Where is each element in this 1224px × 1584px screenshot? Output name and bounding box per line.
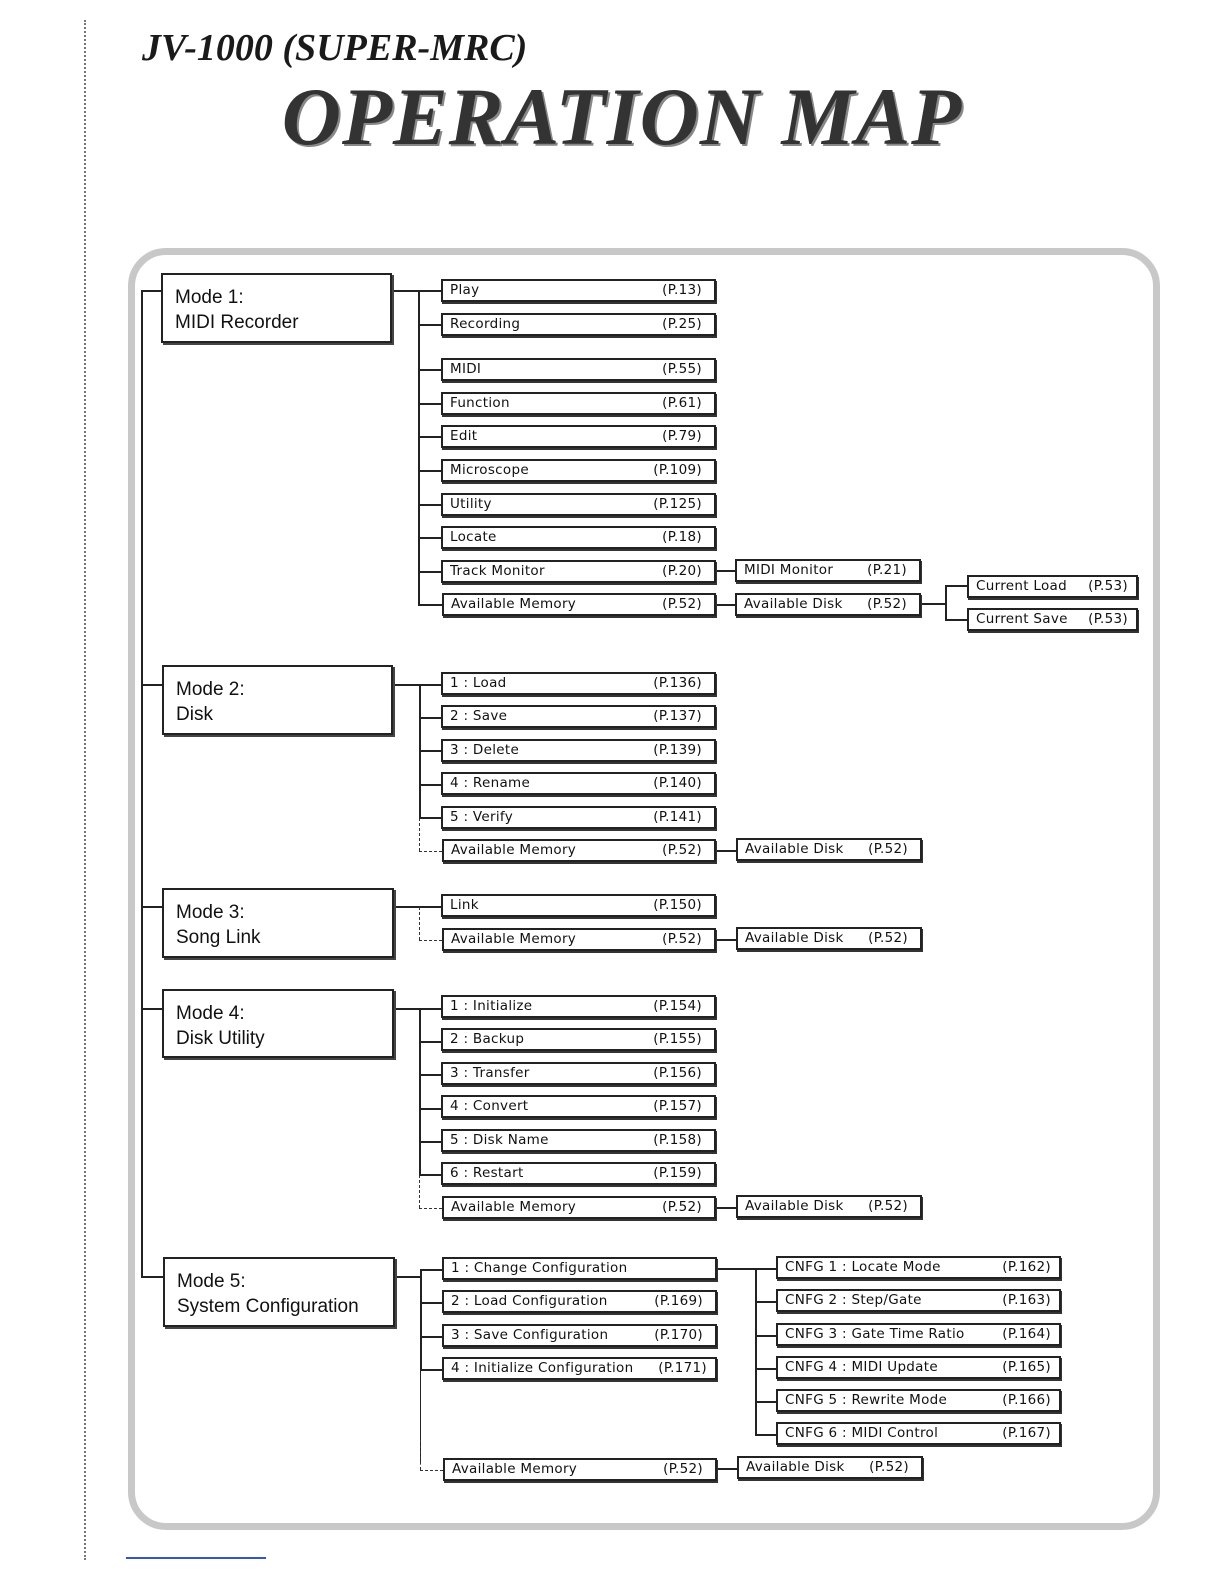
connector [418, 436, 442, 438]
item-label: Function [450, 395, 510, 411]
item-label: 2 : Backup [450, 1031, 525, 1047]
item-page: (P.18) [662, 529, 702, 545]
connector [755, 1401, 777, 1403]
menu-item [442, 839, 716, 862]
mode-5-desc: System Configuration [177, 1296, 359, 1317]
mode-4-box [162, 989, 394, 1058]
connector [418, 604, 442, 606]
mode-2-name: Mode 2: [176, 679, 245, 700]
mode-1-name: Mode 1: [175, 287, 244, 308]
connector [920, 603, 946, 605]
item-label: CNFG 5 : Rewrite Mode [785, 1392, 948, 1408]
item-label: 3 : Transfer [450, 1065, 530, 1081]
connector [419, 1141, 442, 1143]
item-label: Edit [450, 428, 478, 444]
mode-1-box [161, 273, 392, 343]
item-page: (P.169) [654, 1293, 703, 1309]
menu-item [441, 1162, 716, 1185]
item-label: Play [450, 282, 480, 298]
item-page: (P.166) [1002, 1392, 1051, 1408]
menu-item [441, 1129, 716, 1152]
item-page: (P.52) [868, 1198, 908, 1214]
item-page: (P.52) [868, 930, 908, 946]
item-page: (P.163) [1002, 1292, 1051, 1308]
item-page: (P.52) [662, 596, 702, 612]
item-label: MIDI [450, 361, 482, 377]
item-page: (P.157) [653, 1098, 702, 1114]
mode-3-desc: Song Link [176, 927, 261, 948]
menu-item [441, 358, 716, 381]
connector [755, 1268, 777, 1270]
menu-item [441, 493, 716, 516]
dashed-connector [420, 1440, 421, 1470]
config-item [776, 1323, 1061, 1346]
connector [716, 1268, 756, 1270]
menu-item [442, 1324, 717, 1347]
item-label: CNFG 3 : Gate Time Ratio [785, 1326, 965, 1342]
connector [419, 1074, 442, 1076]
item-page: (P.140) [653, 775, 702, 791]
menu-item [441, 313, 716, 336]
connector [419, 750, 442, 752]
sub-sub-item [967, 608, 1138, 631]
item-label: CNFG 6 : MIDI Control [785, 1425, 939, 1441]
item-page: (P.159) [653, 1165, 702, 1181]
item-page: (P.52) [662, 842, 702, 858]
connector [418, 369, 442, 371]
item-label: Link [450, 897, 479, 913]
item-label: Microscope [450, 462, 529, 478]
item-page: (P.171) [658, 1360, 707, 1376]
mode-4-desc: Disk Utility [176, 1028, 265, 1049]
sub-item [736, 838, 922, 861]
item-label: Available Disk [745, 930, 844, 946]
connector [715, 939, 737, 941]
menu-item [442, 928, 716, 951]
item-page: (P.164) [1002, 1326, 1051, 1342]
mode-4-name: Mode 4: [176, 1003, 245, 1024]
left-margin-dots [84, 20, 86, 1560]
connector [755, 1434, 777, 1436]
item-label: Available Disk [744, 596, 843, 612]
connector [392, 906, 442, 908]
item-label: 2 : Load Configuration [451, 1293, 608, 1309]
connector [141, 684, 163, 686]
item-page: (P.13) [662, 282, 702, 298]
menu-item [441, 560, 716, 583]
connector [391, 290, 419, 292]
connector [141, 290, 143, 1278]
item-page: (P.52) [868, 841, 908, 857]
item-page: (P.52) [869, 1459, 909, 1475]
connector [420, 1336, 443, 1338]
menu-item [441, 1028, 716, 1051]
item-page: (P.125) [653, 496, 702, 512]
menu-item [441, 1062, 716, 1085]
connector [755, 1368, 777, 1370]
menu-item [441, 392, 716, 415]
menu-item [441, 739, 716, 762]
menu-item [441, 526, 716, 549]
connector [141, 1276, 163, 1278]
connector [393, 1276, 421, 1278]
connector [418, 571, 442, 573]
connector [420, 1302, 443, 1304]
item-page: (P.52) [867, 596, 907, 612]
connector [716, 1468, 738, 1470]
item-label: 1 : Change Configuration [451, 1260, 628, 1276]
menu-item [441, 425, 716, 448]
menu-item [443, 1458, 717, 1481]
connector [419, 1008, 421, 1176]
item-page: (P.155) [653, 1031, 702, 1047]
item-label: Locate [450, 529, 497, 545]
item-page: (P.141) [653, 809, 702, 825]
config-item [776, 1389, 1061, 1412]
connector [418, 470, 442, 472]
connector [418, 403, 442, 405]
connector [755, 1268, 757, 1436]
item-label: Available Memory [451, 842, 577, 858]
connector [755, 1335, 777, 1337]
connector [420, 1269, 422, 1370]
item-label: Utility [450, 496, 492, 512]
mode-3-name: Mode 3: [176, 902, 245, 923]
menu-item [442, 1196, 716, 1219]
item-label: CNFG 4 : MIDI Update [785, 1359, 938, 1375]
menu-item [442, 1290, 717, 1313]
mode-2-box [162, 665, 393, 735]
menu-item [441, 772, 716, 795]
item-label: Available Memory [452, 1461, 578, 1477]
item-label: Available Disk [745, 841, 844, 857]
item-page: (P.52) [662, 931, 702, 947]
item-label: Available Memory [451, 1199, 577, 1215]
connector [420, 1369, 443, 1371]
item-page: (P.53) [1088, 578, 1128, 594]
connector [141, 906, 163, 908]
item-page: (P.25) [662, 316, 702, 332]
item-page: (P.139) [653, 742, 702, 758]
menu-item [442, 1357, 717, 1380]
dashed-connector [419, 1175, 420, 1208]
item-label: 6 : Restart [450, 1165, 524, 1181]
dashed-connector [419, 851, 442, 852]
connector [420, 1269, 443, 1271]
item-page: (P.137) [653, 708, 702, 724]
item-page: (P.109) [653, 462, 702, 478]
connector [419, 684, 442, 686]
connector [715, 604, 736, 606]
item-label: Current Save [976, 611, 1068, 627]
menu-item [441, 705, 716, 728]
item-page: (P.21) [867, 562, 907, 578]
item-label: 4 : Initialize Configuration [451, 1360, 634, 1376]
connector [418, 324, 442, 326]
connector [418, 290, 420, 606]
menu-item [442, 593, 716, 616]
item-label: 4 : Rename [450, 775, 531, 791]
item-label: CNFG 1 : Locate Mode [785, 1259, 941, 1275]
item-label: MIDI Monitor [744, 562, 834, 578]
sub-item [737, 1456, 923, 1479]
item-label: 4 : Convert [450, 1098, 529, 1114]
bottom-rule [126, 1557, 266, 1559]
connector [419, 1174, 442, 1176]
sub-item [735, 593, 921, 616]
dashed-connector [419, 940, 442, 941]
item-page: (P.52) [662, 1199, 702, 1215]
connector [418, 290, 442, 292]
item-label: Available Memory [451, 931, 577, 947]
menu-item [441, 279, 716, 302]
item-label: Available Memory [451, 596, 577, 612]
item-page: (P.158) [653, 1132, 702, 1148]
item-page: (P.162) [1002, 1259, 1051, 1275]
item-label: Available Disk [745, 1198, 844, 1214]
item-page: (P.61) [662, 395, 702, 411]
menu-item [441, 806, 716, 829]
dashed-connector [419, 818, 420, 851]
item-label: Track Monitor [450, 563, 545, 579]
sub-item [735, 559, 921, 582]
item-label: Recording [450, 316, 521, 332]
connector [418, 504, 442, 506]
item-page: (P.20) [662, 563, 702, 579]
item-label: Available Disk [746, 1459, 845, 1475]
item-label: 1 : Initialize [450, 998, 533, 1014]
dashed-connector [419, 907, 420, 940]
item-page: (P.53) [1088, 611, 1128, 627]
item-page: (P.170) [654, 1327, 703, 1343]
item-label: CNFG 2 : Step/Gate [785, 1292, 922, 1308]
config-item [776, 1256, 1061, 1279]
item-page: (P.52) [663, 1461, 703, 1477]
item-page: (P.79) [662, 428, 702, 444]
connector [419, 1108, 442, 1110]
dashed-connector [419, 1208, 442, 1209]
item-label: 3 : Delete [450, 742, 520, 758]
connector [141, 290, 162, 292]
mode-2-desc: Disk [176, 704, 213, 725]
mode-5-box [163, 1257, 395, 1327]
connector [419, 717, 442, 719]
menu-item [441, 459, 716, 482]
connector [715, 570, 736, 572]
item-page: (P.55) [662, 361, 702, 377]
config-item [776, 1422, 1061, 1445]
mode-3-box [162, 888, 394, 958]
menu-item [441, 1095, 716, 1118]
model-subtitle: JV-1000 (SUPER-MRC) [142, 27, 528, 69]
item-label: 3 : Save Configuration [451, 1327, 609, 1343]
item-label: Current Load [976, 578, 1067, 594]
connector [945, 619, 969, 621]
menu-item [441, 672, 716, 695]
connector [419, 1008, 442, 1010]
item-page: (P.136) [653, 675, 702, 691]
sub-item [736, 1195, 922, 1218]
connector [141, 1008, 163, 1010]
menu-item [442, 1257, 717, 1280]
config-item [776, 1289, 1061, 1312]
config-item [776, 1356, 1061, 1379]
item-label: 5 : Disk Name [450, 1132, 549, 1148]
connector [392, 1008, 420, 1010]
item-page: (P.150) [653, 897, 702, 913]
item-page: (P.156) [653, 1065, 702, 1081]
page-title: OPERATION MAP [281, 71, 963, 162]
connector [715, 850, 737, 852]
item-label: 1 : Load [450, 675, 507, 691]
menu-item [441, 995, 716, 1018]
menu-item [441, 894, 716, 917]
sub-item [736, 927, 922, 950]
item-page: (P.167) [1002, 1425, 1051, 1441]
connector [419, 784, 442, 786]
connector [715, 1207, 737, 1209]
connector [419, 817, 442, 819]
item-page: (P.154) [653, 998, 702, 1014]
connector [755, 1301, 777, 1303]
mode-1-desc: MIDI Recorder [175, 312, 299, 333]
mode-5-name: Mode 5: [177, 1271, 246, 1292]
connector [945, 585, 947, 621]
item-label: 5 : Verify [450, 809, 514, 825]
item-page: (P.165) [1002, 1359, 1051, 1375]
connector [419, 1041, 442, 1043]
connector [418, 537, 442, 539]
connector [392, 684, 420, 686]
sub-sub-item [967, 575, 1138, 598]
connector [945, 585, 969, 587]
item-label: 2 : Save [450, 708, 508, 724]
dashed-connector [420, 1470, 443, 1471]
